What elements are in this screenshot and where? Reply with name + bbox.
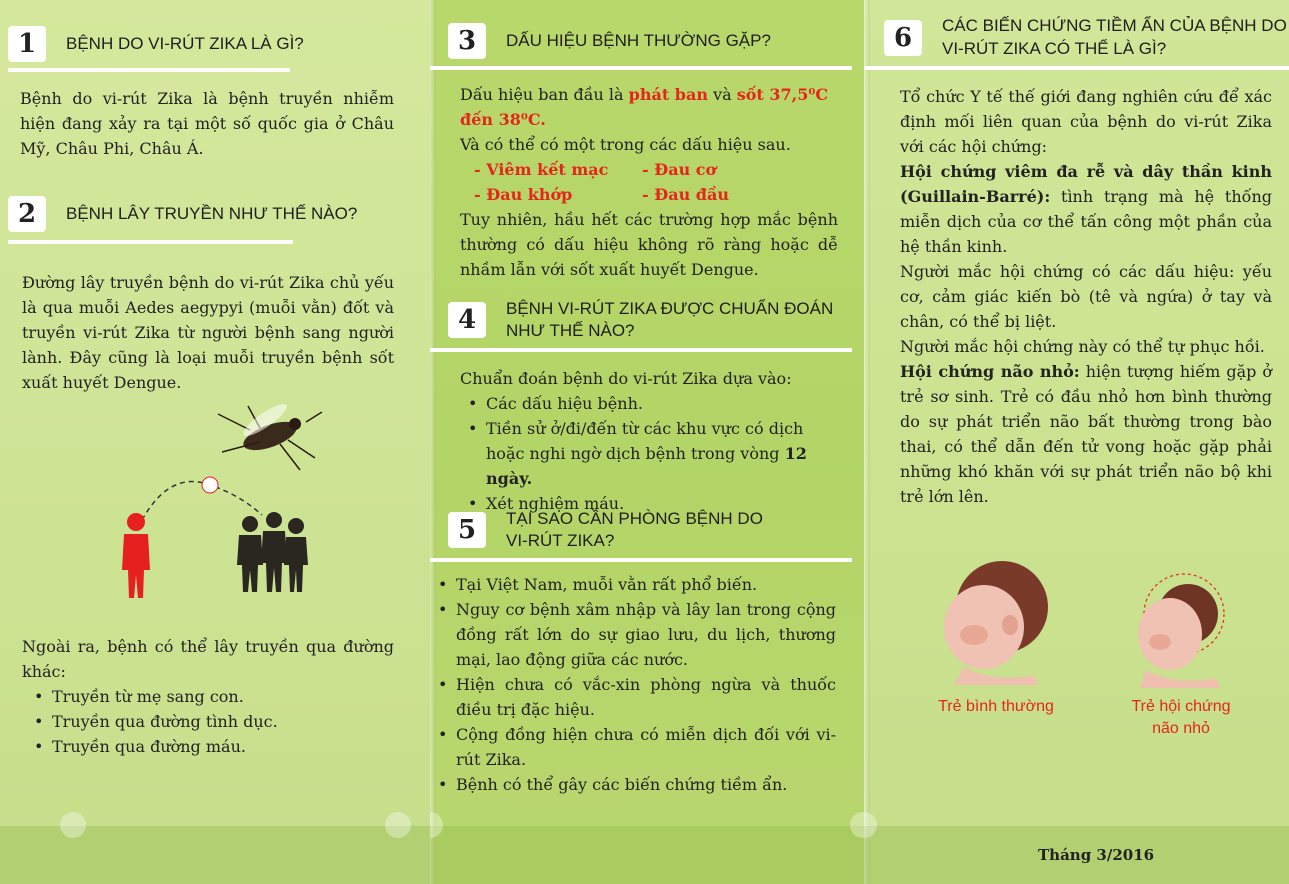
- guillain-barre-heading: Hội chứng viêm đa rễ và dây thần kinh (Guillain-Barré):: [900, 162, 1272, 206]
- normal-baby-image: [934, 555, 1064, 685]
- days-text: 12 ngày.: [486, 444, 807, 488]
- section-3-body: [460, 82, 838, 282]
- guillain-barre-desc: tình trạng mà hệ thống miễn dịch của cơ thể tấn công một phần của hệ thần kinh.: [900, 187, 1272, 256]
- caption-normal: Trẻ bình thường: [938, 698, 1054, 715]
- transmission-illustration: [110, 400, 330, 610]
- fold-notch: [60, 812, 86, 838]
- symptom-list: [460, 157, 838, 207]
- section-3-header: [448, 23, 771, 59]
- virus-icon: [202, 477, 218, 493]
- panel-left: [0, 0, 430, 884]
- mosquito-icon: [218, 400, 322, 470]
- symptom: - Đau khớp: [474, 185, 573, 204]
- fold-notch: [385, 812, 411, 838]
- list-item: • Tại Việt Nam, muỗi vằn rất phổ biến.: [434, 572, 836, 597]
- early-signs: [460, 82, 838, 132]
- gb-recover-text: Người mắc hội chứng này có thể tự phục hồi.: [900, 337, 1265, 356]
- early-signs-text: Dấu hiệu ban đầu là: [460, 85, 629, 104]
- list-item: • Hiện chưa có vắc-xin phòng ngừa và thuốc điều trị đặc hiệu.: [434, 672, 836, 722]
- section-2-body: Đường lây truyền bệnh do vi-rút Zika chủ yếu là qua muỗi Aedes aegypyi (muỗi vằn) đốt và truyền vi-rút Zika từ người bệnh sang người lành. Đây cũng là loại muỗi truyền bệnh sốt xuất huyết Dengue.: [22, 273, 394, 392]
- list-item: • Truyền qua đường máu.: [30, 734, 400, 759]
- fever-text: sốt 37,5⁰C đến 38⁰C.: [460, 85, 829, 129]
- divider: [430, 348, 852, 352]
- section-number: 4: [448, 302, 486, 338]
- list-item: • Cộng đồng hiện chưa có miễn dịch đối với vi-rút Zika.: [434, 722, 836, 772]
- section-number: 3: [448, 23, 486, 59]
- list-item: • Truyền từ mẹ sang con.: [30, 684, 400, 709]
- section-title: BỆNH DO VI-RÚT ZIKA LÀ GÌ?: [66, 34, 304, 53]
- section-1-header: [8, 26, 304, 62]
- section-4-header: [448, 298, 856, 342]
- section-number: 1: [8, 26, 46, 62]
- section-title: BỆNH VI-RÚT ZIKA ĐƯỢC CHUẨN ĐOÁN NHƯ THẾ NÀO?: [506, 299, 834, 340]
- divider: [8, 68, 290, 72]
- section-6-header: [884, 14, 1287, 60]
- symptom: - Đau cơ: [642, 160, 717, 179]
- microcephaly-desc: hiện tượng hiếm gặp ở trẻ sơ sinh. Trẻ có đầu nhỏ hơn bình thường do sự phát triển não bất thường trong bào thai, có thể dẫn đến tử vong hoặc gặp phải những khó khăn với sự phát triển não bộ khi trẻ lớn lên.: [900, 362, 1272, 506]
- divider: [430, 66, 852, 70]
- section-title: BỆNH LÂY TRUYỀN NHƯ THẾ NÀO?: [66, 204, 358, 223]
- fold-line: [864, 0, 870, 884]
- microcephaly-baby-image: [1126, 568, 1236, 688]
- divider: [864, 66, 1289, 70]
- who-intro: Tổ chức Y tế thế giới đang nghiên cứu để xác định mối liên quan của bệnh do vi-rút Zika với các hội chứng:: [900, 87, 1272, 156]
- panel-right: [864, 0, 1289, 884]
- section-1-body: Bệnh do vi-rút Zika là bệnh truyền nhiễm hiện đang xảy ra tại một số quốc gia ở Châu Mỹ, Châu Phi, Châu Á.: [20, 89, 394, 158]
- panel-middle: [430, 0, 864, 884]
- microcephaly-text: [900, 359, 1272, 509]
- symptom: - Viêm kết mạc: [474, 160, 609, 179]
- list-item: • Các dấu hiệu bệnh.: [464, 391, 840, 416]
- caption-microcephaly: Trẻ hội chứng não nhỏ: [1131, 698, 1231, 737]
- section-number: 5: [448, 512, 486, 548]
- section-title: DẤU HIỆU BỆNH THƯỜNG GẶP?: [506, 31, 771, 50]
- microcephaly-heading: Hội chứng não nhỏ:: [900, 362, 1080, 381]
- guillain-barre-text: [900, 159, 1272, 259]
- bottom-band: [430, 826, 864, 884]
- divider: [8, 240, 293, 244]
- may-have-text: Và có thể có một trong các dấu hiệu sau.: [460, 135, 791, 154]
- and-text: và: [708, 85, 737, 104]
- diagnosis-intro: Chuẩn đoán bệnh do vi-rút Zika dựa vào:: [460, 369, 792, 388]
- rash-text: phát ban: [628, 85, 708, 104]
- section-title: CÁC BIẾN CHỨNG TIỀM ẨN CỦA BỆNH DO VI-RÚT ZIKA CÓ THỂ LÀ GÌ?: [942, 16, 1287, 58]
- symptom: - Đau đầu: [642, 185, 729, 204]
- list-item: • Xét nghiệm máu.: [464, 491, 840, 516]
- note-text: Tuy nhiên, hầu hết các trường hợp mắc bệnh thường có dấu hiệu không rõ ràng hoặc dễ nhầm lẫn với sốt xuất huyết Dengue.: [460, 210, 838, 279]
- divider: [430, 558, 852, 562]
- other-routes-list: [30, 684, 400, 759]
- list-item: [464, 416, 840, 491]
- section-6-body: [900, 84, 1272, 509]
- list-item: • Bệnh có thể gây các biến chứng tiềm ẩn.: [434, 772, 836, 797]
- section-4-body: [460, 366, 840, 516]
- diagnosis-list: [460, 391, 840, 516]
- section-number: 2: [8, 196, 46, 232]
- infected-person-icon: [122, 513, 150, 598]
- history-text: Tiền sử ở/đi/đến từ các khu vực có dịch hoặc nghi ngờ dịch bệnh trong vòng: [486, 419, 804, 463]
- section-5-list: [434, 572, 836, 797]
- list-item: • Truyền qua đường tình dục.: [30, 709, 400, 734]
- healthy-people-icon: [237, 512, 308, 592]
- gb-signs-text: Người mắc hội chứng có các dấu hiệu: yếu cơ, cảm giác kiến bò (tê và ngứa) ở tay và chân, có thể bị liệt.: [900, 262, 1272, 331]
- issue-date: Tháng 3/2016: [1038, 846, 1155, 864]
- section-number: 6: [884, 20, 922, 56]
- other-routes-intro: Ngoài ra, bệnh có thể lây truyền qua đường khác:: [22, 637, 394, 681]
- section-2-header: [8, 196, 357, 232]
- section-title: TẠI SAO CẦN PHÒNG BỆNH DO VI-RÚT ZIKA?: [506, 509, 763, 550]
- section-5-header: [448, 508, 776, 552]
- list-item: • Nguy cơ bệnh xâm nhập và lây lan trong cộng đồng rất lớn do sự giao lưu, du lịch, thương mại, lao động giữa các nước.: [434, 597, 836, 672]
